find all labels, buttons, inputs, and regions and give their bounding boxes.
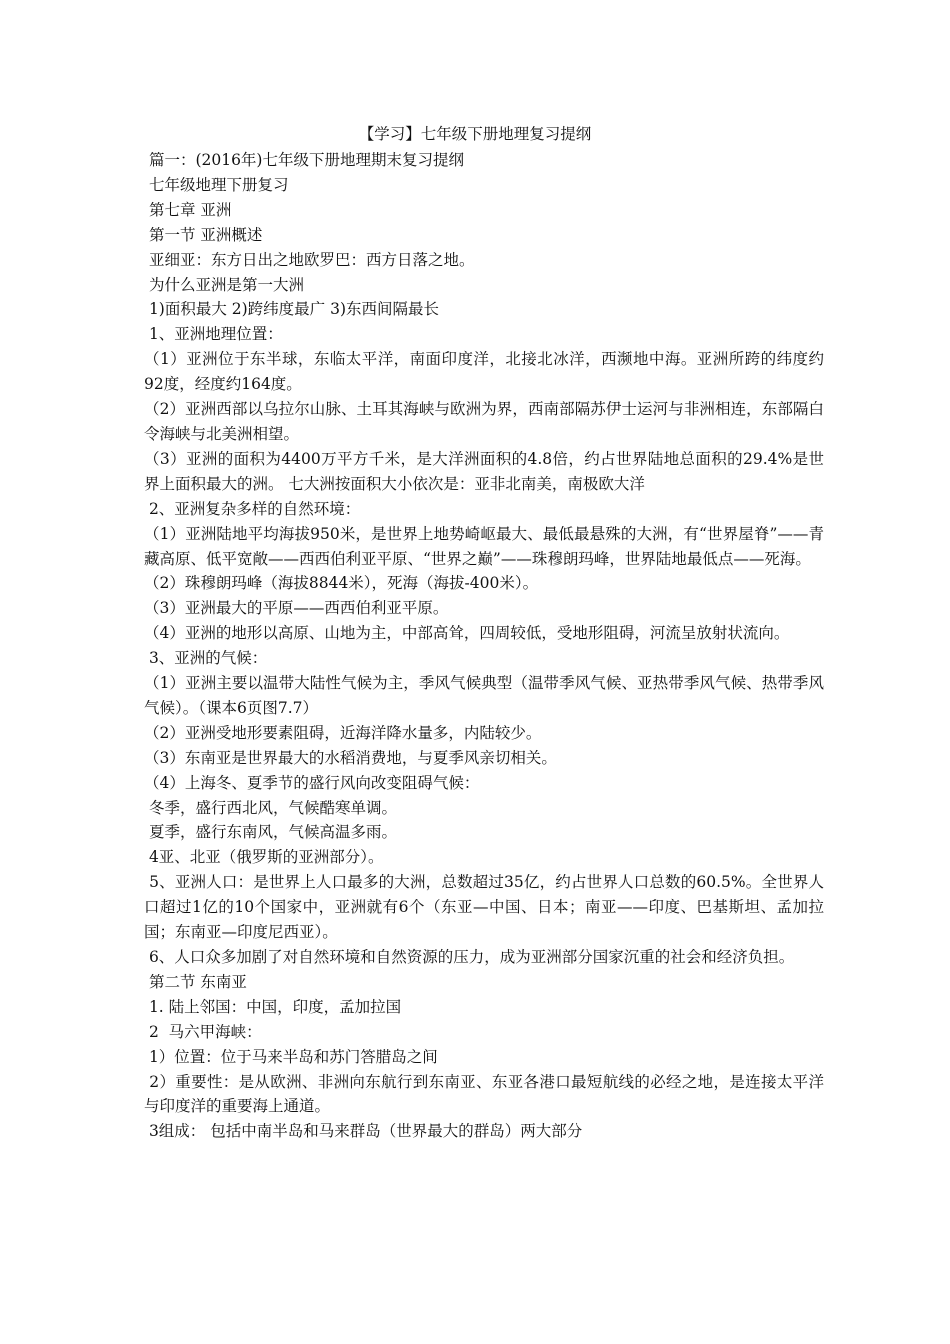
- paragraph-14: （2）珠穆朗玛峰（海拔8844米），死海（海拔-400米）。: [144, 574, 539, 593]
- paragraph-32: 3组成： 包括中南半岛和马来群岛（世界最大的群岛）两大部分: [144, 1122, 583, 1141]
- paragraph-23: 夏季，盛行东南风，气候高温多雨。: [144, 823, 397, 842]
- paragraph-19: （2）亚洲受地形要素阻碍，近海洋降水量多，内陆较少。: [144, 723, 542, 742]
- paragraph-6: 为什么亚洲是第一大洲: [144, 275, 304, 294]
- paragraph-13: （1）亚洲陆地平均海拔950米，是世界上地势崎岖最大、最低最悬殊的大洲，有“世界屋脊”——青藏高原、低平宽敞——西西伯利亚平原、“世界之巅”——珠穆朗玛峰，世界陆地最低点——死海。: [144, 524, 824, 568]
- paragraph-2: 七年级地理下册复习: [144, 175, 289, 194]
- paragraph-25: 5、亚洲人口：是世界上人口最多的大洲，总数超过35亿，约占世界人口总数的60.5%。全世界人口超过1亿的10个国家中，亚洲就有6个（东亚—中国、日本；南亚——印度、巴基斯坦、孟加拉国；东南亚—印度尼西亚）。: [144, 873, 824, 942]
- paragraph-26: 6、人口众多加剧了对自然环境和自然资源的压力，成为亚洲部分国家沉重的社会和经济负担。: [144, 948, 795, 966]
- paragraph-24: 4亚、北亚（俄罗斯的亚洲部分）。: [144, 848, 384, 867]
- paragraph-12: 2、亚洲复杂多样的自然环境：: [144, 499, 361, 518]
- paragraph-16: （4）亚洲的地形以高原、山地为主，中部高耸，四周较低，受地形阻碍，河流呈放射状流向。: [144, 624, 790, 643]
- paragraph-31: 2）重要性：是从欧洲、非洲向东航行到东南亚、东亚各港口最短航线的必经之地，是连接太平洋与印度洋的重要海上通道。: [144, 1072, 824, 1116]
- paragraph-7: 1)面积最大 2)跨纬度最广 3)东西间隔最长: [144, 300, 440, 319]
- document-body: [144, 148, 824, 1144]
- paragraph-4: 第一节 亚洲概述: [144, 225, 263, 244]
- paragraph-30: 1）位置：位于马来半岛和苏门答腊岛之间: [144, 1047, 438, 1066]
- document-title: 【学习】七年级下册地理复习提纲: [358, 125, 592, 143]
- paragraph-18: （1）亚洲主要以温带大陆性气候为主，季风气候典型（温带季风气候、亚热带季风气候、热带季风气候）。（课本6页图7.7）: [144, 674, 824, 717]
- paragraph-3: 第七章 亚洲: [144, 200, 232, 219]
- paragraph-10: （2）亚洲西部以乌拉尔山脉、土耳其海峡与欧洲为界，西南部隔苏伊士运河与非洲相连，东部隔白令海峡与北美洲相望。: [144, 400, 824, 443]
- paragraph-11: （3）亚洲的面积为4400万平方千米，是大洋洲面积的4.8倍，约占世界陆地总面积的29.4%是世界上面积最大的洲。 七大洲按面积大小依次是：亚非北南美，南极欧大洋: [144, 449, 824, 493]
- paragraph-22: 冬季，盛行西北风，气候酷寒单调。: [144, 798, 397, 817]
- paragraph-20: （3）东南亚是世界最大的水稻消费地，与夏季风亲切相关。: [144, 748, 557, 767]
- paragraph-29: 2 马六甲海峡：: [144, 1022, 262, 1041]
- paragraph-15: （3）亚洲最大的平原——西西伯利亚平原。: [144, 599, 449, 618]
- paragraph-28: 1. 陆上邻国：中国，印度，孟加拉国: [144, 997, 402, 1016]
- paragraph-8: 1、亚洲地理位置：: [144, 325, 283, 344]
- paragraph-1: 篇一：(2016年)七年级下册地理期末复习提纲: [144, 151, 464, 169]
- paragraph-17: 3、亚洲的气候：: [144, 649, 268, 668]
- paragraph-21: （4）上海冬、夏季节的盛行风向改变阻碍气候：: [144, 773, 480, 792]
- paragraph-27: 第二节 东南亚: [144, 972, 247, 991]
- paragraph-9: （1）亚洲位于东半球，东临太平洋，南面印度洋，北接北冰洋，西濒地中海。亚洲所跨的纬度约92度，经度约164度。: [144, 350, 824, 394]
- paragraph-5: 亚细亚：东方日出之地欧罗巴：西方日落之地。: [144, 250, 475, 269]
